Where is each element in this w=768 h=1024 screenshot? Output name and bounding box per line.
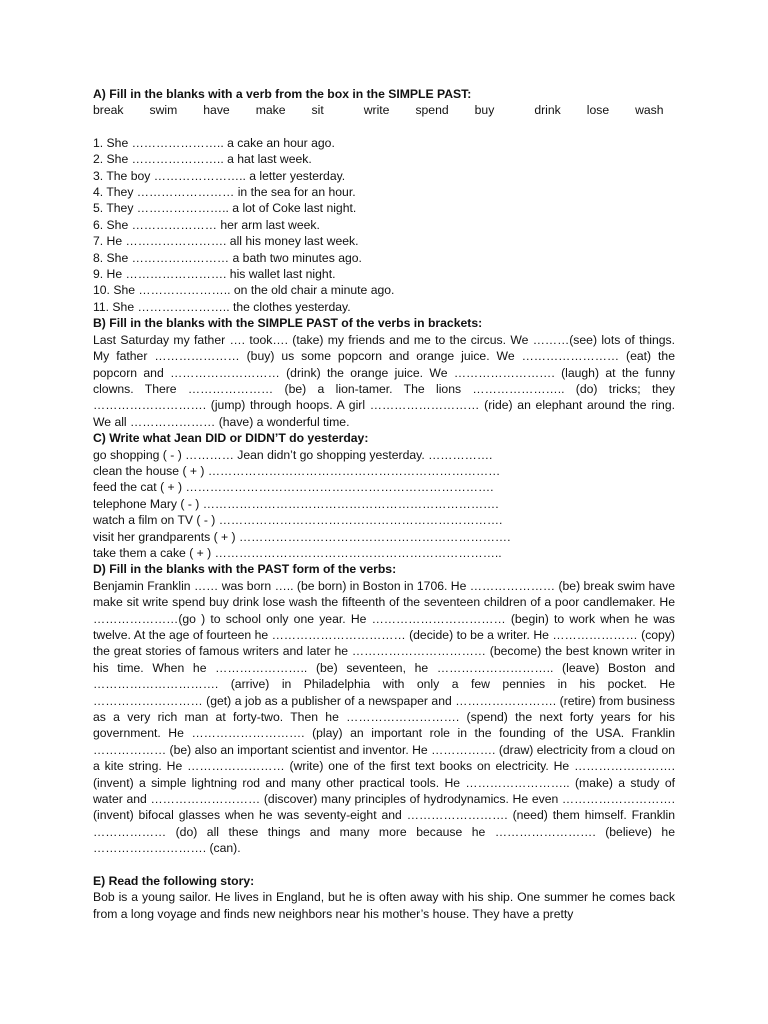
exercise-c-item: go shopping ( - ) ………… Jean didn’t go shopping yesterday. ……………. [93,447,493,462]
word-item: break [93,103,124,118]
section-b-heading: B) Fill in the blanks with the SIMPLE PAST of the verbs in brackets: [93,316,483,331]
section-d-heading: D) Fill in the blanks with the PAST form of the verbs: [93,562,397,577]
section-e-heading: E) Read the following story: [93,873,255,888]
word-item: spend [415,103,449,118]
exercise-a-item: 6. She ………………… her arm last week. [93,217,320,232]
worksheet [93,86,675,922]
word-item: sit [311,103,324,118]
word-item: lose [586,103,610,118]
exercise-a-item: 8. She …………………… a bath two minutes ago. [93,250,362,265]
exercise-c-item: clean the house ( + ) ……………………………………………………………… [93,463,501,478]
word-item: write [363,103,390,118]
section-a-heading: A) Fill in the blanks with a verb from the box in the SIMPLE PAST: [93,87,472,101]
word-item: make [255,103,286,118]
section-c-heading: C) Write what Jean DID or DIDN’T do yesterday: [93,431,369,446]
word-item: drink [534,103,561,118]
exercise-a-item: 4. They …………………… in the sea for an hour. [93,185,356,200]
section-spacer [93,857,675,873]
exercise-a-item: 9. He ……………………. his wallet last night. [93,267,336,282]
word-item: wash [635,103,664,118]
exercise-a-item: 2. She ………………….. a hat last week. [93,152,312,167]
word-item: buy [474,103,495,118]
exercise-c-item: take them a cake ( + ) …………………………………………………………….. [93,545,502,560]
exercise-a-item: 5. They ………………….. a lot of Coke last night. [93,201,357,216]
exercise-c-item: visit her grandparents ( + ) …………………………………………………………. [93,529,511,544]
section-d-paragraph: Benjamin Franklin …… was born ….. (be born) in Boston in 1706. He ………………… (be) break swim have make sit write spend buy drink lose wash the fifteenth of the seventeen children of a poor candlemaker. He …………………(go ) to school only one year. He …………………………… (begin) to work when he was twelve. At the age of fourteen he …………………………… (decide) to be a writer. He ………………… (copy) the great stories of famous writers and later he …………………………… (become) the best known writer in his time. When he ………………….. (be) seventeen, he ……………………….. (leave) Boston and …………………………. (arrive) in Philadelphia with only a few pennies in his pocket. He ……………………… (get) a job as a publisher of a newspaper and ……………………. (retire) from business as a very rich man at forty-two. Then he ………………………. (spend) the next forty years for his government. He ………………………. (play) an important role in the founding of the USA. Franklin ……………… (be) also an important scientist and inventor. He ……………. (draw) electricity from a cloud on a kite string. He …………………… (write) one of the first text books on electricity. He ……………………. (invent) a simple lightning rod and many other practical tools. He …………………….. (make) a study of water and ……………………… (discover) many principles of hydrodynamics. He even ………………………. (invent) bifocal glasses when he was seventy-eight and ……………………. (need) them himself. Franklin ……………… (do) all these things and many more because he ……………………. (believe) he ………………………. (can). [93,578,675,856]
exercise-c-item: telephone Mary ( - ) ………………………………………………………………. [93,496,499,511]
exercise-a-item: 10. She ………………….. on the old chair a minute ago. [93,283,395,298]
exercise-a-item: 1. She ………………….. a cake an hour ago. [93,135,335,150]
exercise-a-item: 3. The boy ………………….. a letter yesterday. [93,168,346,183]
exercise-c-item: watch a film on TV ( - ) ……………………………………………………………. [93,513,503,528]
word-item: have [203,103,230,118]
exercise-c-item: feed the cat ( + ) …………………………………………………………………. [93,480,494,495]
exercise-a-item: 7. He ……………………. all his money last week. [93,234,359,249]
word-box [93,102,675,118]
word-item: swim [149,103,178,118]
exercise-a-item: 11. She ………………….. the clothes yesterday. [93,299,351,314]
section-e-paragraph: Bob is a young sailor. He lives in England, but he is often away with his ship. One summer he comes back from a long voyage and finds new neighbors near his mother’s house. They have a pretty [93,890,675,921]
section-b-paragraph: Last Saturday my father …. took…. (take) my friends and me to the circus. We ………(see) lots of things. My father ………………… (buy) us some popcorn and orange juice. We …………………… (eat) the popcorn and ……………………… (drink) the orange juice. We ……………………. (laugh) at the funny clowns. There ………………… (be) a lion-tamer. The lions ………………….. (do) tricks; they ………………………. (jump) through hoops. A girl ……………………… (ride) an elephant around the ring. We all ………………… (have) a wonderful time. [93,332,675,429]
